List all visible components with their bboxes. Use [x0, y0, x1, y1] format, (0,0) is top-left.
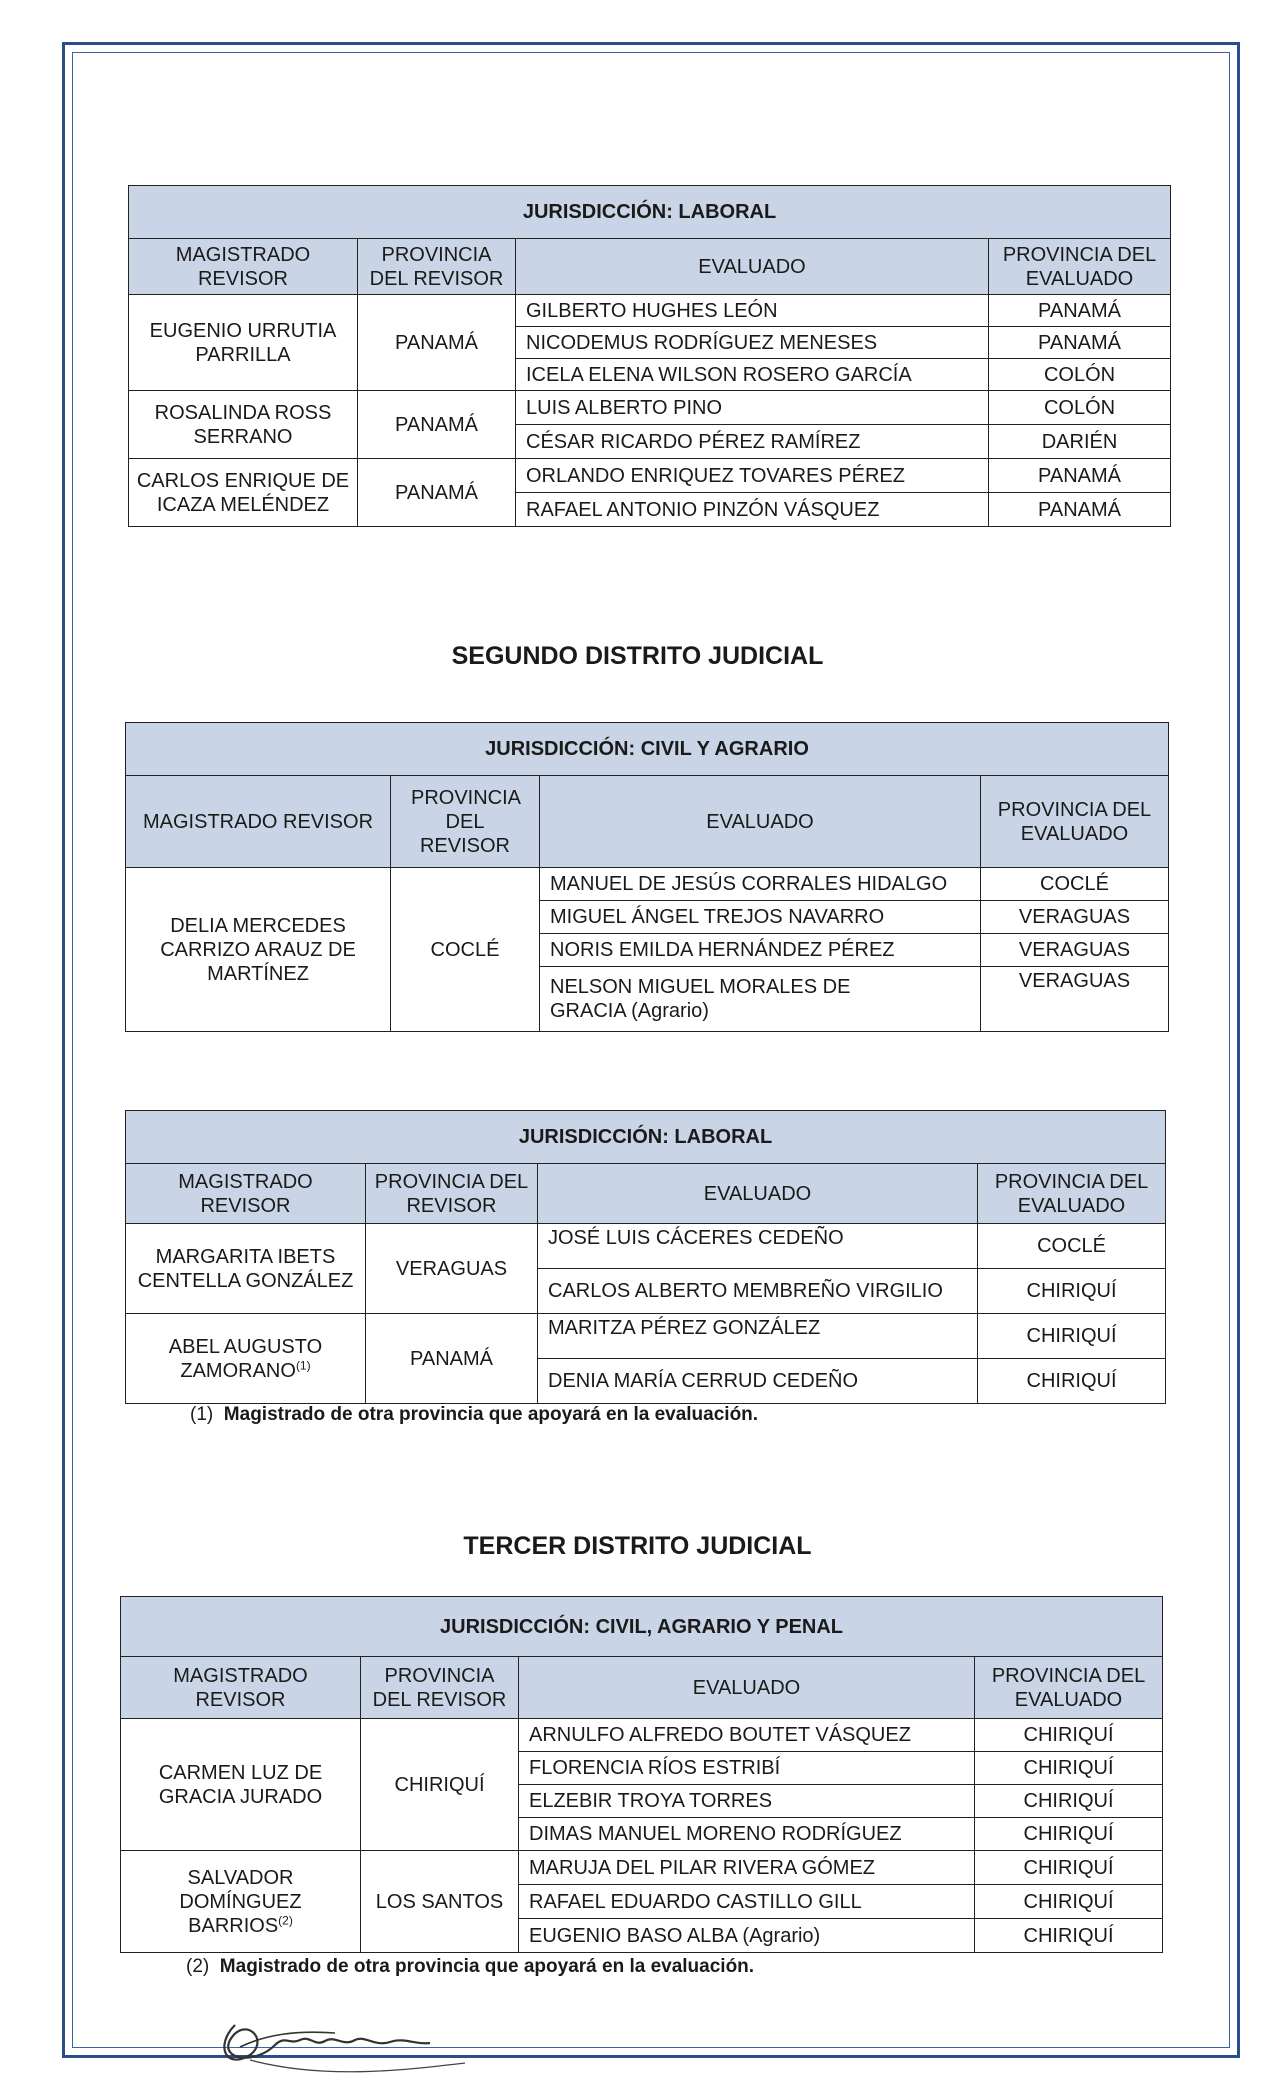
- header-provincia-revisor: PROVINCIA DEL REVISOR: [361, 1657, 519, 1719]
- evaluado-cell: MANUEL DE JESÚS CORRALES HIDALGO: [540, 868, 981, 901]
- evaluado-cell: EUGENIO BASO ALBA (Agrario): [519, 1919, 975, 1953]
- table-row: [126, 868, 1169, 901]
- magistrado-cell: [121, 1851, 361, 1953]
- footnote-mark: (1): [295, 1357, 311, 1372]
- header-provincia-evaluado: PROVINCIA DEL EVALUADO: [981, 776, 1169, 868]
- evaluado-cell: CARLOS ALBERTO MEMBREÑO VIRGILIO: [538, 1269, 978, 1314]
- magistrado-cell: EUGENIO URRUTIA PARRILLA: [129, 295, 358, 391]
- table-laboral-1: [128, 185, 1171, 527]
- heading-tercer-distrito: TERCER DISTRITO JUDICIAL: [463, 1532, 812, 1560]
- table-civil-agrario-penal: [120, 1596, 1163, 1953]
- provincia-revisor-cell: LOS SANTOS: [361, 1851, 519, 1953]
- evaluado-cell: GILBERTO HUGHES LEÓN: [516, 295, 989, 327]
- provincia-evaluado-cell: COCLÉ: [978, 1224, 1166, 1269]
- evaluado-cell: DENIA MARÍA CERRUD CEDEÑO: [538, 1359, 978, 1404]
- evaluado-cell: ELZEBIR TROYA TORRES: [519, 1785, 975, 1818]
- table-row: [126, 1314, 1166, 1359]
- jurisdiction-title: JURISDICCIÓN: CIVIL, AGRARIO Y PENAL: [121, 1597, 1163, 1657]
- footnote-1-text: Magistrado de otra provincia que apoyará en la evaluación.: [223, 1404, 759, 1425]
- provincia-revisor-cell: PANAMÁ: [358, 459, 516, 527]
- provincia-evaluado-cell: CHIRIQUÍ: [975, 1885, 1163, 1919]
- header-evaluado: EVALUADO: [538, 1164, 978, 1224]
- provincia-evaluado-cell: CHIRIQUÍ: [978, 1314, 1166, 1359]
- table-civil-agrario: [125, 722, 1169, 1032]
- provincia-evaluado-cell: CHIRIQUÍ: [975, 1851, 1163, 1885]
- provincia-revisor-cell: VERAGUAS: [366, 1224, 538, 1314]
- evaluado-cell: JOSÉ LUIS CÁCERES CEDEÑO: [538, 1224, 978, 1269]
- provincia-evaluado-cell: VERAGUAS: [981, 934, 1169, 967]
- header-evaluado: EVALUADO: [540, 776, 981, 868]
- provincia-evaluado-cell: COLÓN: [989, 359, 1171, 391]
- provincia-evaluado-cell: CHIRIQUÍ: [978, 1359, 1166, 1404]
- provincia-evaluado-cell: CHIRIQUÍ: [975, 1818, 1163, 1851]
- evaluado-cell: MARITZA PÉREZ GONZÁLEZ: [538, 1314, 978, 1359]
- footnote-mark: (2): [278, 1912, 293, 1927]
- header-magistrado: MAGISTRADO REVISOR: [129, 239, 358, 295]
- footnote-2-number: (2): [186, 1956, 210, 1977]
- provincia-evaluado-cell: DARIÉN: [989, 425, 1171, 459]
- provincia-evaluado-cell: COCLÉ: [981, 868, 1169, 901]
- provincia-revisor-cell: COCLÉ: [391, 868, 540, 1032]
- provincia-evaluado-cell: VERAGUAS: [981, 901, 1169, 934]
- header-provincia-revisor: PROVINCIA DEL REVISOR: [366, 1164, 538, 1224]
- evaluado-cell: RAFAEL EDUARDO CASTILLO GILL: [519, 1885, 975, 1919]
- magistrado-cell: DELIA MERCEDES CARRIZO ARAUZ DE MARTÍNEZ: [126, 868, 391, 1032]
- magistrado-cell: CARLOS ENRIQUE DE ICAZA MELÉNDEZ: [129, 459, 358, 527]
- header-evaluado: EVALUADO: [519, 1657, 975, 1719]
- provincia-evaluado-cell: CHIRIQUÍ: [978, 1269, 1166, 1314]
- provincia-evaluado-cell: COLÓN: [989, 391, 1171, 425]
- header-magistrado: MAGISTRADO REVISOR: [126, 776, 391, 868]
- evaluado-cell: ICELA ELENA WILSON ROSERO GARCÍA: [516, 359, 989, 391]
- evaluado-cell: FLORENCIA RÍOS ESTRIBÍ: [519, 1752, 975, 1785]
- evaluado-cell: ORLANDO ENRIQUEZ TOVARES PÉREZ: [516, 459, 989, 493]
- header-evaluado: EVALUADO: [516, 239, 989, 295]
- table-row: [129, 391, 1171, 425]
- provincia-evaluado-cell: PANAMÁ: [989, 493, 1171, 527]
- provincia-evaluado-cell: PANAMÁ: [989, 295, 1171, 327]
- evaluado-cell: MARUJA DEL PILAR RIVERA GÓMEZ: [519, 1851, 975, 1885]
- provincia-evaluado-cell: CHIRIQUÍ: [975, 1752, 1163, 1785]
- provincia-evaluado-cell: CHIRIQUÍ: [975, 1785, 1163, 1818]
- table-row: [126, 1224, 1166, 1269]
- evaluado-cell: LUIS ALBERTO PINO: [516, 391, 989, 425]
- evaluado-cell: CÉSAR RICARDO PÉREZ RAMÍREZ: [516, 425, 989, 459]
- provincia-evaluado-cell: VERAGUAS: [981, 967, 1169, 1032]
- header-magistrado: MAGISTRADO REVISOR: [126, 1164, 366, 1224]
- magistrado-name: SALVADOR DOMÍNGUEZ BARRIOS: [179, 1866, 302, 1937]
- header-provincia-revisor: PROVINCIA DEL REVISOR: [391, 776, 540, 868]
- magistrado-cell: [126, 1314, 366, 1404]
- provincia-revisor-cell: PANAMÁ: [366, 1314, 538, 1404]
- header-magistrado: MAGISTRADO REVISOR: [121, 1657, 361, 1719]
- provincia-revisor-cell: PANAMÁ: [358, 391, 516, 459]
- magistrado-cell: ROSALINDA ROSS SERRANO: [129, 391, 358, 459]
- header-provincia-evaluado: PROVINCIA DEL EVALUADO: [989, 239, 1171, 295]
- magistrado-name: ABEL AUGUSTO ZAMORANO: [168, 1335, 323, 1382]
- header-provincia-revisor: PROVINCIA DEL REVISOR: [358, 239, 516, 295]
- evaluado-cell: NICODEMUS RODRÍGUEZ MENESES: [516, 327, 989, 359]
- jurisdiction-title: JURISDICCIÓN: LABORAL: [129, 186, 1171, 239]
- provincia-revisor-cell: PANAMÁ: [358, 295, 516, 391]
- evaluado-cell: ARNULFO ALFREDO BOUTET VÁSQUEZ: [519, 1719, 975, 1752]
- jurisdiction-title: JURISDICCIÓN: CIVIL Y AGRARIO: [126, 723, 1169, 776]
- footnote-1-number: (1): [190, 1404, 214, 1425]
- footnote-2: [186, 1956, 754, 1978]
- jurisdiction-title: JURISDICCIÓN: LABORAL: [126, 1111, 1166, 1164]
- magistrado-cell: CARMEN LUZ DE GRACIA JURADO: [121, 1719, 361, 1851]
- evaluado-cell: RAFAEL ANTONIO PINZÓN VÁSQUEZ: [516, 493, 989, 527]
- evaluado-cell: MIGUEL ÁNGEL TREJOS NAVARRO: [540, 901, 981, 934]
- header-provincia-evaluado: PROVINCIA DEL EVALUADO: [975, 1657, 1163, 1719]
- evaluado-cell: NELSON MIGUEL MORALES DE GRACIA (Agrario): [540, 967, 981, 1032]
- table-row: [121, 1719, 1163, 1752]
- magistrado-cell: MARGARITA IBETS CENTELLA GONZÁLEZ: [126, 1224, 366, 1314]
- footnote-1: [190, 1404, 758, 1426]
- table-row: [129, 295, 1171, 327]
- table-row: [129, 459, 1171, 493]
- footnote-2-text: Magistrado de otra provincia que apoyará en la evaluación.: [219, 1956, 755, 1977]
- evaluado-cell: DIMAS MANUEL MORENO RODRÍGUEZ: [519, 1818, 975, 1851]
- provincia-revisor-cell: CHIRIQUÍ: [361, 1719, 519, 1851]
- provincia-evaluado-cell: CHIRIQUÍ: [975, 1919, 1163, 1953]
- table-laboral-2: [125, 1110, 1166, 1404]
- provincia-evaluado-cell: PANAMÁ: [989, 459, 1171, 493]
- header-provincia-evaluado: PROVINCIA DEL EVALUADO: [978, 1164, 1166, 1224]
- provincia-evaluado-cell: CHIRIQUÍ: [975, 1719, 1163, 1752]
- provincia-evaluado-cell: PANAMÁ: [989, 327, 1171, 359]
- evaluado-cell: NORIS EMILDA HERNÁNDEZ PÉREZ: [540, 934, 981, 967]
- heading-segundo-distrito: SEGUNDO DISTRITO JUDICIAL: [451, 642, 824, 670]
- table-row: [121, 1851, 1163, 1885]
- signature-image: [205, 1985, 475, 2085]
